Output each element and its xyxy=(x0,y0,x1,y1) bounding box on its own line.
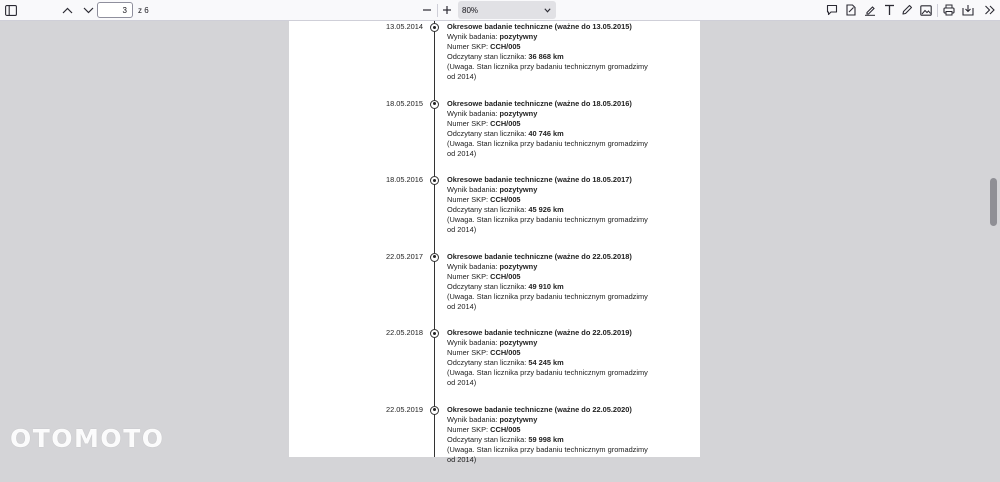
skp-label: Numer SKP: xyxy=(447,271,489,281)
save-icon[interactable] xyxy=(960,2,976,18)
timeline-dot-icon xyxy=(430,253,439,262)
entry-note: (Uwaga. Stan licznika przy badaniu technicznym gromadzimy od 2014) xyxy=(447,368,648,388)
entry-odometer-line xyxy=(447,358,657,368)
chevron-down-icon[interactable] xyxy=(80,2,96,18)
odometer-label: Odczytany stan licznika: xyxy=(447,128,527,138)
entry-title: Okresowe badanie techniczne (ważne do 18.05.2016) xyxy=(447,98,632,108)
result-label: Wynik badania: xyxy=(447,261,498,271)
skp-label: Numer SKP: xyxy=(447,42,489,52)
entry-date: 22.05.2019 xyxy=(386,404,423,414)
result-value: pozytywny xyxy=(499,338,538,348)
skp-value: CCH/005 xyxy=(490,424,521,434)
timeline-entry xyxy=(289,252,700,329)
page-count: z 6 xyxy=(138,6,149,15)
entry-date: 18.05.2016 xyxy=(386,175,423,184)
entry-note: (Uwaga. Stan licznika przy badaniu technicznym gromadzimy od 2014) xyxy=(447,215,648,235)
image-icon[interactable] xyxy=(918,2,934,18)
timeline-dot-icon xyxy=(430,100,439,109)
result-label: Wynik badania: xyxy=(447,32,498,42)
entry-title: Okresowe badanie techniczne (ważne do 22.05.2018) xyxy=(447,251,632,261)
result-value: pozytywny xyxy=(499,32,538,42)
draw-icon[interactable] xyxy=(899,2,915,18)
result-value: pozytywny xyxy=(499,261,538,271)
entry-note: (Uwaga. Stan licznika przy badaniu technicznym gromadzimy od 2014) xyxy=(447,62,648,82)
entry-date: 13.05.2014 xyxy=(386,22,423,31)
entry-odometer-line xyxy=(447,129,657,139)
entry-result-line xyxy=(447,338,657,348)
result-label: Wynik badania: xyxy=(447,414,498,424)
entry-details xyxy=(447,99,657,160)
entry-date: 18.05.2015 xyxy=(386,98,423,108)
sidebar-toggle-icon[interactable] xyxy=(3,2,19,18)
skp-label: Numer SKP: xyxy=(447,118,489,128)
entry-result-line xyxy=(447,32,657,42)
minus-icon[interactable] xyxy=(419,2,435,18)
zoom-value: 80% xyxy=(462,6,479,15)
skp-value: CCH/005 xyxy=(490,271,521,281)
entry-details xyxy=(447,252,657,313)
entry-odometer-line xyxy=(447,282,657,292)
entry-title: Okresowe badanie techniczne (ważne do 22.05.2020) xyxy=(447,404,632,414)
odometer-value: 49 910 km xyxy=(528,281,564,291)
zoom-select[interactable] xyxy=(458,1,556,19)
entry-skp-line xyxy=(447,348,657,358)
scrollbar-thumb[interactable] xyxy=(990,178,997,226)
document-page xyxy=(289,21,700,464)
toolbar-divider xyxy=(437,4,438,17)
entry-note: (Uwaga. Stan licznika przy badaniu technicznym gromadzimy od 2014) xyxy=(447,291,648,311)
odometer-value: 36 868 km xyxy=(528,52,564,62)
skp-label: Numer SKP: xyxy=(447,424,489,434)
timeline-entry xyxy=(289,175,700,252)
comment-icon[interactable] xyxy=(824,2,840,18)
odometer-label: Odczytany stan licznika: xyxy=(447,281,527,291)
odometer-value: 45 926 km xyxy=(528,205,564,215)
entry-date: 22.05.2018 xyxy=(386,328,423,337)
result-value: pozytywny xyxy=(499,414,538,424)
chevron-down-icon xyxy=(544,6,551,15)
scrollbar-track[interactable] xyxy=(986,21,1000,457)
result-label: Wynik badania: xyxy=(447,185,498,195)
entry-details xyxy=(447,405,657,466)
odometer-value: 54 245 km xyxy=(528,358,564,368)
odometer-label: Odczytany stan licznika: xyxy=(447,205,527,215)
timeline-entry xyxy=(289,405,700,482)
double-chevron-right-icon[interactable] xyxy=(982,2,998,18)
skp-value: CCH/005 xyxy=(490,42,521,52)
otomoto-watermark: OTOMOTO xyxy=(10,424,165,453)
entry-skp-line xyxy=(447,425,657,435)
result-value: pozytywny xyxy=(499,108,538,118)
odometer-label: Odczytany stan licznika: xyxy=(447,434,527,444)
entry-title: Okresowe badanie techniczne (ważne do 13.05.2015) xyxy=(447,22,632,31)
text-icon[interactable] xyxy=(881,2,897,18)
skp-value: CCH/005 xyxy=(490,118,521,128)
timeline-entry xyxy=(289,99,700,176)
odometer-value: 40 746 km xyxy=(528,128,564,138)
entry-details xyxy=(447,328,657,389)
timeline-dot-icon xyxy=(430,329,439,338)
result-label: Wynik badania: xyxy=(447,108,498,118)
entry-result-line xyxy=(447,262,657,272)
entry-title: Okresowe badanie techniczne (ważne do 22.05.2019) xyxy=(447,328,632,337)
entry-odometer-line xyxy=(447,435,657,445)
timeline-entry xyxy=(289,22,700,99)
timeline-dot-icon xyxy=(430,176,439,185)
entry-odometer-line xyxy=(447,52,657,62)
highlight-icon[interactable] xyxy=(862,2,878,18)
page-number-input[interactable] xyxy=(97,2,133,18)
entry-note: (Uwaga. Stan licznika przy badaniu technicznym gromadzimy od 2014) xyxy=(447,444,648,464)
pdf-toolbar xyxy=(0,0,1000,21)
timeline-dot-icon xyxy=(430,23,439,32)
toolbar-divider xyxy=(937,4,938,17)
skp-label: Numer SKP: xyxy=(447,348,489,358)
entry-details xyxy=(447,22,657,83)
entry-skp-line xyxy=(447,195,657,205)
timeline-dot-icon xyxy=(430,406,439,415)
skp-value: CCH/005 xyxy=(490,348,521,358)
entry-result-line xyxy=(447,109,657,119)
plus-icon[interactable] xyxy=(439,2,455,18)
entry-odometer-line xyxy=(447,205,657,215)
entry-result-line xyxy=(447,185,657,195)
entry-skp-line xyxy=(447,272,657,282)
result-value: pozytywny xyxy=(499,185,538,195)
skp-label: Numer SKP: xyxy=(447,195,489,205)
entry-details xyxy=(447,175,657,236)
entry-skp-line xyxy=(447,42,657,52)
skp-value: CCH/005 xyxy=(490,195,521,205)
odometer-label: Odczytany stan licznika: xyxy=(447,52,527,62)
print-icon[interactable] xyxy=(941,2,957,18)
entry-note: (Uwaga. Stan licznika przy badaniu technicznym gromadzimy od 2014) xyxy=(447,138,648,158)
odometer-label: Odczytany stan licznika: xyxy=(447,358,527,368)
entry-skp-line xyxy=(447,119,657,129)
odometer-value: 59 998 km xyxy=(528,434,564,444)
signature-icon[interactable] xyxy=(843,2,859,18)
result-label: Wynik badania: xyxy=(447,338,498,348)
chevron-up-icon[interactable] xyxy=(59,2,75,18)
entry-title: Okresowe badanie techniczne (ważne do 18.05.2017) xyxy=(447,175,632,184)
entry-date: 22.05.2017 xyxy=(386,251,423,261)
entry-result-line xyxy=(447,415,657,425)
timeline-entry xyxy=(289,328,700,405)
